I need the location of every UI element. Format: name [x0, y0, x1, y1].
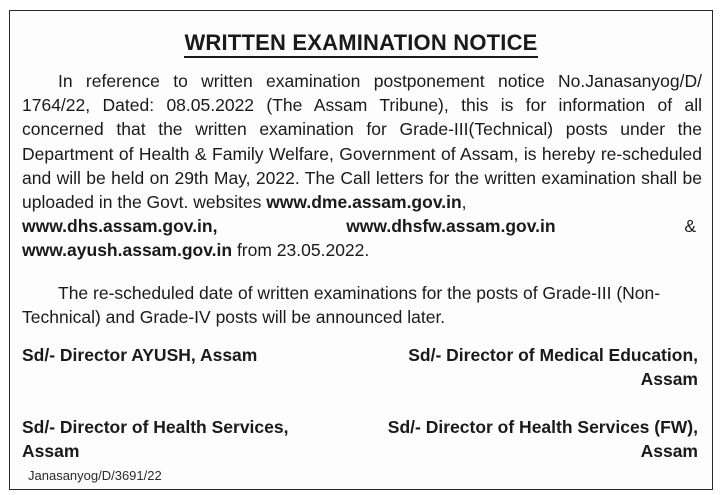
- signature-director-health-services: [22, 415, 288, 463]
- signature-line: Sd/- Director of Medical Education,: [408, 345, 698, 365]
- website-dhs: www.dhs.assam.gov.in,: [22, 216, 218, 237]
- signature-line: Sd/- Director AYUSH, Assam: [22, 345, 258, 365]
- signature-director-health-services-fw: [388, 415, 698, 463]
- ampersand: &: [684, 216, 696, 237]
- paragraph-2-text: The re-scheduled date of written examinations for the posts of Grade-III (Non-Technical) and Grade-IV posts will be announced later.: [22, 283, 661, 328]
- notice-title: [10, 31, 712, 55]
- signature-line-2: Assam: [640, 369, 698, 389]
- signature-line: Sd/- Director of Health Services,: [22, 417, 289, 437]
- reference-number: Janasanyog/D/3691/22: [28, 468, 162, 483]
- website-dme: www.dme.assam.gov.in: [266, 192, 462, 213]
- signature-line-2: Assam: [640, 441, 698, 461]
- signature-director-ayush: [22, 343, 257, 367]
- website-list: [22, 214, 702, 238]
- notice-title-text: WRITTEN EXAMINATION NOTICE: [184, 30, 537, 58]
- paragraph-1-text: In reference to written examination postponement notice No.Janasanyog/D/ 1764/22, Dated: 08.05.2022 (The Assam Tribune), this is for information of all concerned that the written examination for Grade-III(Technical) posts under the Department of Health & Family Welfare, Government of Assam, is hereby re-scheduled and will be held on 29th May, 2022. The Call letters for the written examination shall be uploaded in the Govt. websites: [22, 71, 702, 213]
- website-dhsfw: www.dhsfw.assam.gov.in: [346, 216, 556, 237]
- signature-director-medical-education: [408, 343, 698, 391]
- website-ayush: www.ayush.assam.gov.in: [22, 240, 233, 261]
- notice-paragraph-2: [22, 281, 702, 329]
- signature-line: Sd/- Director of Health Services (FW),: [387, 417, 698, 437]
- paragraph-1-tail: from 23.05.2022.: [232, 240, 370, 261]
- notice-paragraph-1: In reference to written examination postponement notice No.Janasanyog/D/ 1764/22, Dated: 08.05.2022 (The Assam Tribune), this is for information of all concerned that the written examination for Grade-III(Technical) posts under the Department of Health & Family Welfare, Government of Assam, is hereby re-scheduled and will be held on 29th May, 2022. The Call letters for the written examination shall be uploaded in the Govt. websites www.dme.assam.gov.in, www.dhs.assam.gov.in, www.dhsfw.assam.gov.in & www.ayush.assam.gov.in from 23.05.2022.: [22, 71, 702, 261]
- notice-box: [9, 10, 713, 490]
- signature-line-2: Assam: [22, 441, 80, 461]
